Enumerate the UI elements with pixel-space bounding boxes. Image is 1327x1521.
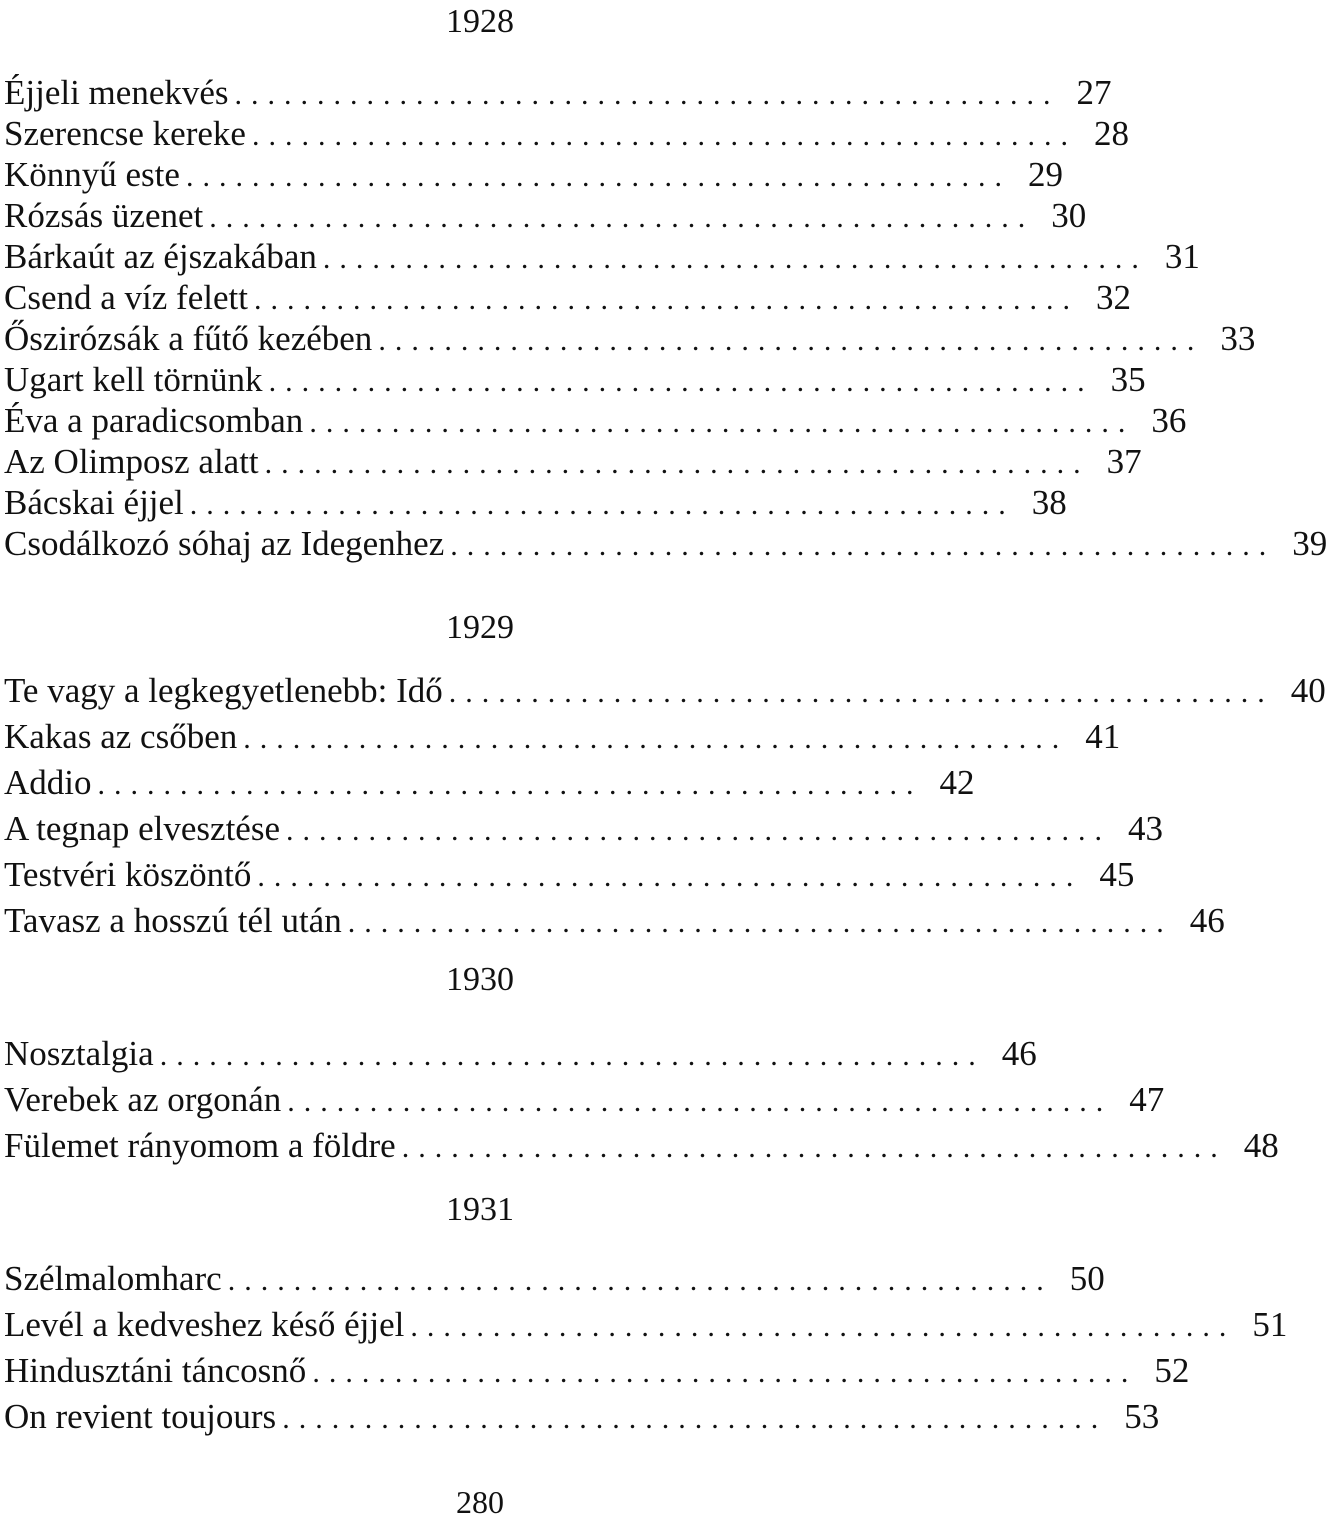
dot-leader: ..................................................	[448, 676, 1274, 709]
entry-title: Csodálkozó sóhaj az Idegenhez	[4, 524, 445, 563]
dot-leader: ..................................................	[159, 1039, 985, 1072]
entry-page-number: 29	[1027, 155, 1063, 194]
dot-leader: ..................................................	[264, 447, 1090, 480]
toc-entry	[4, 359, 1146, 400]
entry-page-number: 33	[1220, 319, 1256, 358]
dot-leader: ..................................................	[209, 201, 1035, 234]
toc-entry	[4, 318, 1256, 359]
dot-leader: ..................................................	[401, 1131, 1227, 1164]
dot-leader: ..................................................	[97, 768, 923, 801]
dot-leader: ..................................................	[253, 283, 1079, 316]
entry-page-number: 39	[1292, 524, 1327, 563]
entry-title: Levél a kedveshez késő éjjel	[4, 1305, 405, 1344]
entry-title: Könnyű este	[4, 155, 180, 194]
toc-entry	[4, 714, 1121, 760]
dot-leader: ..................................................	[378, 324, 1204, 357]
toc-entry	[4, 760, 975, 806]
toc-section-1929	[4, 668, 1326, 944]
entry-page-number: 36	[1151, 401, 1187, 440]
entry-page-number: 31	[1164, 237, 1200, 276]
toc-entry	[4, 806, 1164, 852]
entry-title: Hindusztáni táncosnő	[4, 1351, 307, 1390]
entry-title: Rózsás üzenet	[4, 196, 204, 235]
entry-page-number: 42	[939, 763, 975, 802]
entry-title: Bárkaút az éjszakában	[4, 237, 317, 276]
entry-title: Éva a paradicsomban	[4, 401, 304, 440]
entry-title: Nosztalgia	[4, 1034, 154, 1073]
toc-entry	[4, 400, 1187, 441]
dot-leader: ..................................................	[268, 365, 1094, 398]
page-number: 280	[456, 1484, 504, 1520]
entry-page-number: 37	[1106, 442, 1142, 481]
toc-entry	[4, 1077, 1165, 1123]
entry-page-number: 46	[1001, 1034, 1037, 1073]
dot-leader: ..................................................	[185, 160, 1011, 193]
toc-entry	[4, 852, 1135, 898]
toc-entry	[4, 1031, 1037, 1077]
entry-page-number: 53	[1124, 1397, 1160, 1436]
dot-leader: ..................................................	[347, 906, 1173, 939]
entry-page-number: 48	[1243, 1126, 1279, 1165]
entry-title: Szélmalomharc	[4, 1259, 222, 1298]
entry-page-number: 28	[1093, 114, 1129, 153]
toc-entry	[4, 195, 1087, 236]
dot-leader: ..................................................	[282, 1402, 1108, 1435]
section-year-1929: 1929	[446, 609, 514, 646]
section-year-1931: 1931	[446, 1191, 514, 1228]
toc-entry	[4, 668, 1326, 714]
entry-title: Te vagy a legkegyetlenebb: Idő	[4, 671, 443, 710]
toc-entry	[4, 1256, 1105, 1302]
entry-page-number: 38	[1031, 483, 1067, 522]
dot-leader: ..................................................	[312, 1356, 1138, 1389]
entry-page-number: 50	[1069, 1259, 1105, 1298]
entry-title: Bácskai éjjel	[4, 483, 184, 522]
entry-title: Szerencse kereke	[4, 114, 246, 153]
entry-title: Az Olimposz alatt	[4, 442, 259, 481]
entry-title: Őszirózsák a fűtő kezében	[4, 319, 373, 358]
toc-entry	[4, 72, 1112, 113]
dot-leader: ..................................................	[227, 1264, 1053, 1297]
entry-title: On revient toujours	[4, 1397, 277, 1436]
dot-leader: ..................................................	[322, 242, 1148, 275]
entry-page-number: 35	[1110, 360, 1146, 399]
entry-title: Tavasz a hosszú tél után	[4, 901, 342, 940]
dot-leader: ..................................................	[450, 529, 1276, 562]
dot-leader: ..................................................	[286, 814, 1112, 847]
dot-leader: ..................................................	[257, 860, 1083, 893]
entry-page-number: 30	[1051, 196, 1087, 235]
entry-page-number: 27	[1076, 73, 1112, 112]
entry-title: Testvéri köszöntő	[4, 855, 252, 894]
toc-section-1931	[4, 1256, 1288, 1440]
toc-entry	[4, 523, 1327, 564]
toc-entry	[4, 1348, 1190, 1394]
entry-page-number: 40	[1290, 671, 1326, 710]
toc-entry	[4, 1302, 1288, 1348]
dot-leader: ..................................................	[410, 1310, 1236, 1343]
toc-entry	[4, 277, 1131, 318]
toc-entry	[4, 482, 1067, 523]
toc-entry	[4, 441, 1142, 482]
dot-leader: ..................................................	[189, 488, 1015, 521]
section-year-1928: 1928	[446, 3, 514, 40]
dot-leader: ..................................................	[287, 1085, 1113, 1118]
toc-section-1930	[4, 1031, 1279, 1169]
entry-page-number: 47	[1129, 1080, 1165, 1119]
entry-title: Addio	[4, 763, 92, 802]
dot-leader: ..................................................	[243, 722, 1069, 755]
entry-page-number: 51	[1252, 1305, 1288, 1344]
entry-title: Kakas az csőben	[4, 717, 238, 756]
entry-title: A tegnap elvesztése	[4, 809, 281, 848]
entry-title: Fülemet rányomom a földre	[4, 1126, 396, 1165]
entry-page-number: 46	[1189, 901, 1225, 940]
toc-entry	[4, 113, 1129, 154]
entry-title: Éjjeli menekvés	[4, 73, 229, 112]
toc-section-1928	[4, 72, 1327, 564]
toc-entry	[4, 236, 1200, 277]
toc-entry	[4, 898, 1225, 944]
entry-title: Verebek az orgonán	[4, 1080, 282, 1119]
entry-page-number: 52	[1154, 1351, 1190, 1390]
section-year-1930: 1930	[446, 961, 514, 998]
entry-page-number: 43	[1128, 809, 1164, 848]
dot-leader: ..................................................	[309, 406, 1135, 439]
dot-leader: ..................................................	[251, 119, 1077, 152]
entry-page-number: 41	[1085, 717, 1121, 756]
entry-title: Csend a víz felett	[4, 278, 248, 317]
toc-entry	[4, 1394, 1160, 1440]
entry-page-number: 45	[1099, 855, 1135, 894]
entry-page-number: 32	[1095, 278, 1131, 317]
toc-entry	[4, 154, 1063, 195]
dot-leader: ..................................................	[234, 78, 1060, 111]
entry-title: Ugart kell törnünk	[4, 360, 263, 399]
toc-entry	[4, 1123, 1279, 1169]
